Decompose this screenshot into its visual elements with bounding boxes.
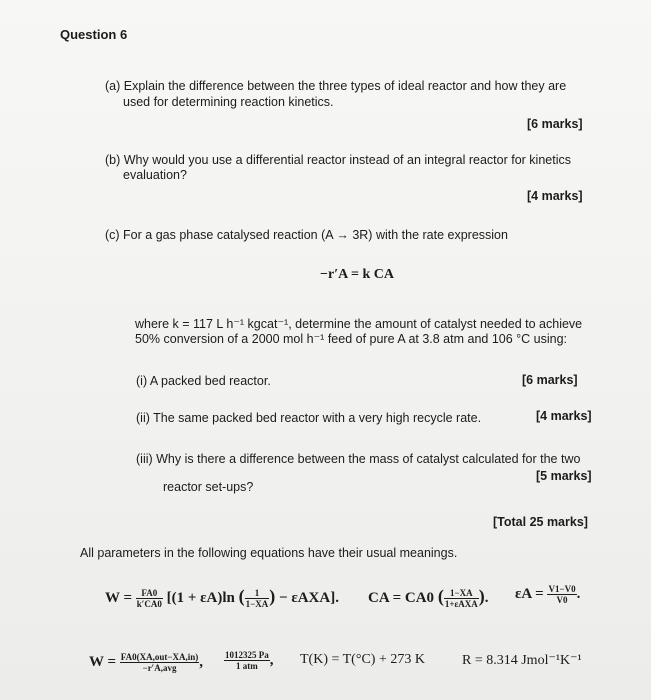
equation-ca: CA = CA0 ( $\frac{1-XA}{\text{1+εAXA}}$ ).	[368, 586, 489, 610]
sub-question-i-marks: [6 marks]	[522, 373, 578, 387]
equation-epsilon: εA = $\frac{V1-V0}{V0}$ .	[515, 584, 581, 605]
eq1-body-a: [(1 + εA)ln	[166, 590, 235, 606]
equation-temperature: T(K) = T(°C) + 273 K	[300, 652, 425, 667]
eq5-fraction: $\frac{1012325 Pa}{\text{1 atm}}$	[225, 650, 269, 671]
rate-expression: −r′A = k CA	[320, 267, 394, 282]
part-a-line1: (a) Explain the difference between the three types of ideal reactor and how they are	[105, 79, 567, 93]
part-c-where-line1: where k = 117 L h⁻¹ kgcat⁻¹, determine the amount of catalyst needed to achieve	[135, 317, 583, 331]
eq4-fraction: $\frac{\text{FA0(XA,out−XA,in)}}{\text{−r′A,avg}}$	[120, 652, 199, 673]
equation-row-1: W = $\frac{FA0}{k'CA0}$ [(1 + εA)ln ( $\frac{1}{1-XA}$ ) − εAXA].	[105, 586, 339, 610]
sub-question-ii: (ii) The same packed bed reactor with a very high recycle rate.	[136, 411, 482, 425]
eq3-fraction: $\frac{V1-V0}{V0}$	[548, 584, 576, 605]
question-title: Question 6	[60, 27, 128, 42]
sub-question-iii-line2: reactor set-ups?	[163, 480, 254, 494]
equation-pressure: $\frac{1012325 Pa}{\text{1 atm}}$ ,	[225, 650, 274, 671]
part-b-marks: [4 marks]	[527, 189, 583, 203]
eq1-ln-fraction: $\frac{1}{1-XA}$	[245, 588, 269, 610]
part-b-line2: evaluation?	[123, 168, 187, 182]
eq1-fraction: $\frac{FA0}{k'CA0}$	[136, 588, 162, 610]
sub-question-i: (i) A packed bed reactor.	[136, 374, 271, 388]
equation-row-2: W = $\frac{\text{FA0(XA,out−XA,in)}}{\text{−r′A,avg}}$ ,	[89, 652, 203, 673]
equation-gas-constant: R = 8.314 Jmol⁻¹K⁻¹	[462, 653, 582, 668]
eq1-body-b: − εAXA].	[279, 590, 339, 606]
part-a-line2: used for determining reaction kinetics.	[123, 95, 334, 109]
sub-question-iii-line1: (iii) Why is there a difference between the mass of catalyst calculated for the two	[136, 452, 581, 466]
part-c-intro: (c) For a gas phase catalysed reaction (A → 3R) with the rate expression	[105, 228, 508, 242]
part-b-line1: (b) Why would you use a differential reactor instead of an integral reactor for kinetics	[105, 153, 571, 167]
part-a-marks: [6 marks]	[527, 117, 583, 131]
part-c-where-line2: 50% conversion of a 2000 mol h⁻¹ feed of pure A at 3.8 atm and 106 °C using:	[135, 332, 568, 346]
eq1-w: W =	[105, 590, 133, 606]
total-marks: [Total 25 marks]	[493, 515, 588, 529]
eq2-fraction: $\frac{1-XA}{\text{1+εAXA}}$	[444, 588, 478, 610]
parameters-note: All parameters in the following equations have their usual meanings.	[80, 546, 458, 560]
sub-question-ii-marks: [4 marks]	[536, 409, 592, 423]
sub-question-iii-marks: [5 marks]	[536, 469, 592, 483]
